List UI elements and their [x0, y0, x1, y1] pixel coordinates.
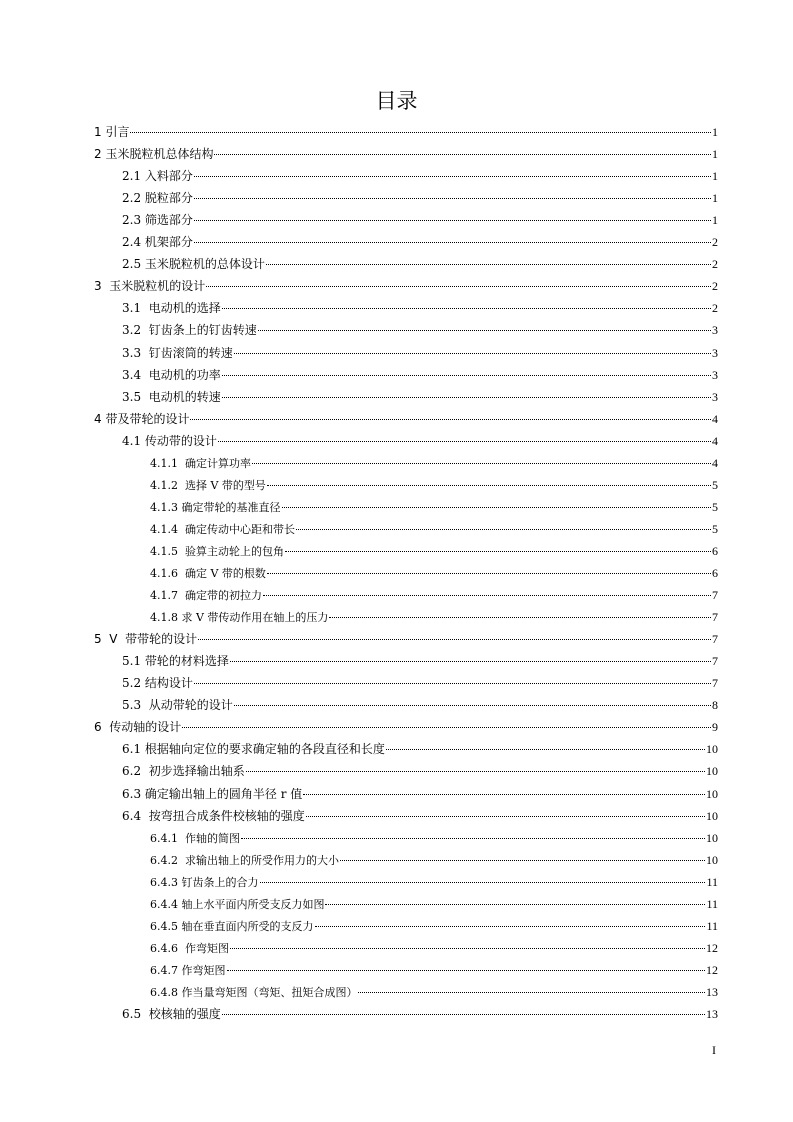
toc-entry[interactable]: [150, 562, 718, 584]
toc-entry[interactable]: [122, 805, 718, 827]
toc-dot-leader: [214, 153, 711, 155]
toc-entry-label: 4 带及带轮的设计: [94, 411, 190, 426]
toc-entry-label: 4.1.3 确定带轮的基准直径: [150, 500, 281, 514]
toc-entry[interactable]: [122, 1003, 718, 1025]
toc-entry-page: 11: [706, 874, 718, 889]
toc-entry-label: 6.4 按弯扭合成条件校核轴的强度: [122, 808, 305, 823]
toc-entry-label: 6.4.7 作弯矩图: [150, 963, 226, 977]
toc-entry-label: 2.4 机架部分: [122, 235, 193, 250]
toc-entry[interactable]: [94, 275, 718, 297]
toc-entry-label: 6.4.5 轴在垂直面内所受的支反力: [150, 919, 314, 933]
toc-dot-leader: [241, 837, 705, 839]
toc-dot-leader: [230, 947, 705, 949]
toc-dot-leader: [194, 682, 711, 684]
toc-entry-page: 11: [706, 918, 718, 933]
toc-entry-label: 3 玉米脱粒机的设计: [94, 279, 206, 294]
toc-entry-label: 3.5 电动机的转速: [122, 389, 221, 404]
toc-entry[interactable]: [94, 143, 718, 165]
toc-entry-label: 6.5 校核轴的强度: [122, 1007, 221, 1021]
toc-entry-label: 4.1.6 确定 V 带的根数: [150, 567, 266, 580]
toc-entry-page: 3: [712, 345, 718, 360]
toc-entry-label: 4.1.2 选择 V 带的型号: [150, 478, 266, 492]
toc-entry-page: 2: [712, 235, 718, 250]
toc-entry-page: 6: [712, 566, 718, 580]
toc-entry[interactable]: [122, 165, 718, 187]
toc-entry-label: 1 引言: [94, 125, 130, 139]
toc-entry[interactable]: [150, 959, 718, 981]
toc-entry-page: 10: [706, 786, 718, 801]
toc-dot-leader: [194, 241, 711, 243]
toc-dot-leader: [358, 991, 705, 993]
toc-entry[interactable]: [150, 827, 718, 849]
toc-entry[interactable]: [94, 121, 718, 143]
toc-entry-page: 1: [712, 169, 718, 184]
toc-dot-leader: [306, 815, 705, 817]
toc-entry-label: 6 传动轴的设计: [94, 720, 182, 735]
toc-entry-page: 4: [712, 411, 718, 426]
toc-dot-leader: [130, 131, 711, 133]
toc-entry-label: 6.4.1 作轴的简图: [150, 831, 240, 845]
toc-entry-label: 6.4.6 作弯矩图: [150, 941, 229, 955]
toc-entry-page: 1: [712, 191, 718, 206]
toc-dot-leader: [182, 726, 711, 728]
toc-entry-page: 10: [706, 808, 718, 823]
toc-entry-label: 6.2 初步选择输出轴系: [122, 764, 245, 779]
toc-entry[interactable]: [150, 937, 718, 959]
toc-entry-page: 7: [712, 676, 718, 691]
toc-dot-leader: [194, 197, 711, 199]
toc-entry-label: 5 V 带带轮的设计: [94, 632, 198, 647]
toc-entry-label: 2.1 入料部分: [122, 169, 193, 184]
toc-entry[interactable]: [150, 871, 718, 893]
toc-entry-label: 2.3 筛选部分: [122, 213, 193, 228]
toc-entry[interactable]: [122, 253, 718, 275]
toc-entry-page: 7: [712, 654, 718, 669]
toc-entry[interactable]: [122, 209, 718, 231]
toc-entry-label: 2.2 脱粒部分: [122, 191, 193, 206]
toc-dot-leader: [282, 506, 712, 508]
toc-dot-leader: [222, 396, 711, 398]
toc-entry-page: 2: [712, 301, 718, 316]
toc-dot-leader: [194, 175, 711, 177]
toc-entry-page: 3: [712, 367, 718, 382]
toc-entry-page: 10: [706, 742, 718, 757]
toc-entry-page: 12: [706, 962, 718, 977]
toc-entry-page: 13: [706, 984, 718, 999]
toc-entry-page: 11: [706, 896, 718, 911]
toc-entry[interactable]: [122, 650, 718, 672]
toc-entry[interactable]: [150, 915, 718, 937]
toc-entry-page: 4: [712, 455, 718, 470]
toc-entry-page: 1: [712, 147, 718, 162]
toc-dot-leader: [222, 374, 711, 376]
toc-entry[interactable]: [122, 187, 718, 209]
toc-entry[interactable]: [122, 386, 718, 408]
toc-dot-leader: [190, 418, 711, 420]
toc-entry-page: 1: [712, 213, 718, 228]
toc-entry-page: 7: [712, 632, 718, 647]
toc-dot-leader: [198, 638, 711, 640]
toc-entry-label: 4.1.5 验算主动轮上的包角: [150, 544, 284, 558]
toc-entry-label: 5.2 结构设计: [122, 676, 193, 691]
toc-entry-label: 3.1 电动机的选择: [122, 301, 221, 316]
toc-dot-leader: [227, 969, 706, 971]
toc-dot-leader: [340, 859, 705, 861]
toc-entry[interactable]: [150, 584, 718, 606]
toc-entry-page: 12: [706, 940, 718, 955]
toc-entry[interactable]: [122, 297, 718, 319]
toc-dot-leader: [267, 484, 711, 486]
toc-dot-leader: [296, 528, 711, 530]
toc-entry-label: 3.2 钉齿条上的钉齿转速: [122, 323, 257, 338]
toc-dot-leader: [263, 594, 711, 596]
toc-entry[interactable]: [122, 364, 718, 386]
toc-entry-label: 2 玉米脱粒机总体结构: [94, 147, 214, 162]
toc-entry-label: 6.4.4 轴上水平面内所受支反力如图: [150, 897, 325, 911]
toc-entry-label: 4.1.7 确定带的初拉力: [150, 589, 262, 603]
toc-entry-label: 6.4.3 钉齿条上的合力: [150, 875, 259, 889]
toc-dot-leader: [194, 219, 711, 221]
toc-entry[interactable]: [150, 893, 718, 915]
toc-entry-label: 3.3 钉齿滚筒的转速: [122, 345, 233, 360]
toc-dot-leader: [315, 925, 706, 927]
toc-dot-leader: [329, 616, 711, 618]
toc-entry-label: 4.1.8 求 V 带传动作用在轴上的压力: [150, 611, 329, 625]
toc-dot-leader: [222, 307, 711, 309]
toc-entry[interactable]: [150, 606, 718, 628]
toc-entry[interactable]: [122, 760, 718, 782]
toc-dot-leader: [260, 881, 706, 883]
toc-dot-leader: [252, 462, 711, 464]
toc-dot-leader: [285, 550, 711, 552]
toc-entry[interactable]: [150, 981, 718, 1003]
toc-entry-label: 4.1 传动带的设计: [122, 433, 217, 448]
toc-entry-page: 5: [712, 521, 718, 536]
toc-entry[interactable]: [150, 474, 718, 496]
toc-dot-leader: [303, 793, 705, 795]
toc-entry[interactable]: [122, 231, 718, 253]
toc-entry-page: 7: [712, 588, 718, 603]
toc-dot-leader: [234, 352, 711, 354]
toc-entry[interactable]: [150, 540, 718, 562]
footer-page-number: I: [712, 1043, 716, 1057]
toc-dot-leader: [325, 903, 705, 905]
toc-entry-page: 9: [712, 720, 718, 735]
toc-entry-label: 4.1.1 确定计算功率: [150, 456, 251, 470]
toc-entry[interactable]: [122, 430, 718, 452]
toc-entry-page: 8: [712, 698, 718, 713]
toc-dot-leader: [246, 770, 705, 772]
toc-entry[interactable]: [122, 694, 718, 716]
toc-entry-page: 10: [706, 830, 718, 845]
toc-entry-label: 6.3 确定输出轴上的圆角半径 r 值: [122, 786, 303, 801]
toc-entry[interactable]: [94, 716, 718, 738]
toc-dot-leader: [234, 704, 711, 706]
toc-dot-leader: [222, 1013, 705, 1015]
toc-dot-leader: [218, 440, 711, 442]
toc-entry-label: 5.1 带轮的材料选择: [122, 654, 229, 669]
toc-entry-label: 3.4 电动机的功率: [122, 367, 221, 382]
toc-entry[interactable]: [150, 518, 718, 540]
toc-entry[interactable]: [150, 452, 718, 474]
toc-entry-label: 4.1.4 确定传动中心距和带长: [150, 522, 295, 536]
toc-entry-page: 4: [712, 433, 718, 448]
toc-entry-page: 1: [712, 125, 718, 139]
toc-entry[interactable]: [122, 319, 718, 341]
toc-entry-page: 5: [712, 477, 718, 492]
toc-entry-page: 10: [706, 764, 718, 779]
toc-entry[interactable]: [150, 849, 718, 871]
toc-dot-leader: [258, 329, 711, 331]
toc-dot-leader: [266, 263, 711, 265]
toc-entry[interactable]: [122, 342, 718, 364]
toc-entry-page: 13: [706, 1007, 718, 1021]
toc-entry[interactable]: [94, 628, 718, 650]
toc-entry[interactable]: [122, 738, 718, 760]
toc-dot-leader: [267, 572, 711, 574]
toc-dot-leader: [230, 660, 711, 662]
toc-entry-page: 6: [712, 543, 718, 558]
toc-dot-leader: [206, 285, 711, 287]
toc-entry-label: 6.4.2 求输出轴上的所受作用力的大小: [150, 853, 339, 867]
toc-entry[interactable]: [122, 672, 718, 694]
toc-entry-page: 7: [712, 610, 718, 625]
toc-entry-page: 3: [712, 323, 718, 338]
toc-entry-page: 3: [712, 389, 718, 404]
toc-entry-label: 2.5 玉米脱粒机的总体设计: [122, 257, 265, 272]
toc-entry-label: 6.4.8 作当量弯矩图（弯矩、扭矩合成图）: [150, 985, 358, 999]
toc-entry-page: 10: [706, 852, 718, 867]
toc-entry[interactable]: [150, 496, 718, 518]
page-title: 目录: [375, 89, 418, 113]
toc-entry-label: 6.1 根据轴向定位的要求确定轴的各段直径和长度: [122, 742, 385, 757]
toc-entry-label: 5.3 从动带轮的设计: [122, 698, 233, 713]
toc-dot-leader: [386, 748, 705, 750]
toc-entry-page: 5: [712, 499, 718, 514]
toc-entry[interactable]: [122, 783, 718, 805]
toc-entry-page: 2: [712, 279, 718, 294]
toc-entry[interactable]: [94, 408, 718, 430]
toc-entry-page: 2: [712, 257, 718, 272]
